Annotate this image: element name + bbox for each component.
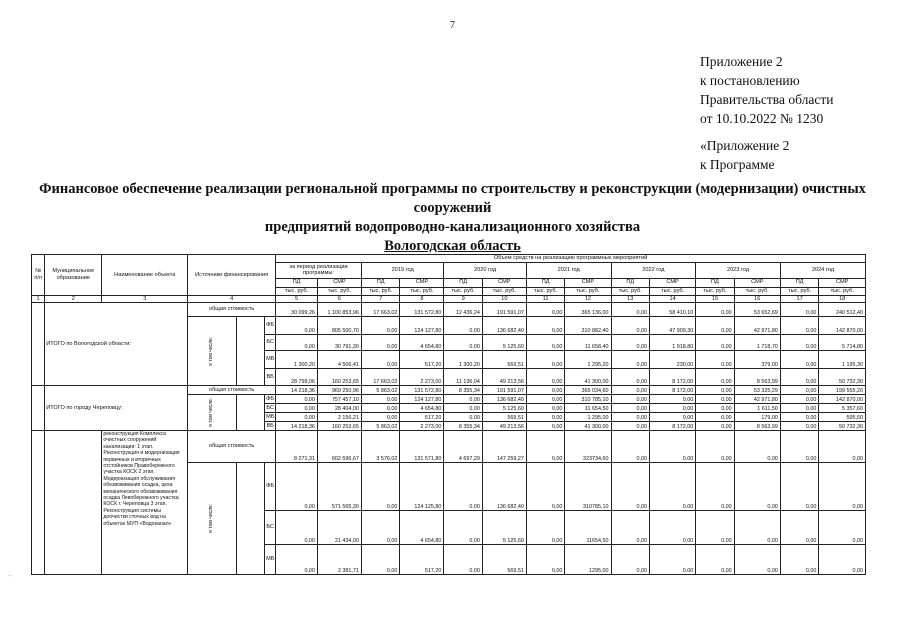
value-cell: 49 213,56 bbox=[482, 422, 526, 431]
value-cell: 0,00 bbox=[361, 395, 399, 404]
value-cell: 0,00 bbox=[611, 303, 649, 317]
value-cell: 757 457,10 bbox=[317, 395, 361, 404]
title-line-2: предприятий водопроводно-канализационного хозяйства bbox=[264, 219, 641, 235]
source-label: БС bbox=[265, 335, 276, 351]
value-cell: 160 253,65 bbox=[317, 422, 361, 431]
value-cell: 0,00 bbox=[611, 545, 649, 575]
value-cell: 0,00 bbox=[276, 317, 318, 335]
value-cell: 0,00 bbox=[444, 545, 482, 575]
value-cell: 1 295,20 bbox=[565, 351, 611, 369]
value-cell: 0,00 bbox=[276, 463, 318, 511]
value-cell: 0,00 bbox=[696, 511, 734, 545]
value-cell: 0,00 bbox=[780, 335, 818, 351]
value-cell: 0,00 bbox=[444, 413, 482, 422]
header-period: за период реализации программы: bbox=[276, 262, 362, 278]
of-which-label: в том числе: bbox=[208, 504, 215, 533]
header-col-number: 9 bbox=[444, 295, 482, 303]
value-cell: 42 971,80 bbox=[734, 395, 780, 404]
header-year: 2020 год bbox=[444, 262, 526, 278]
header-year: 2024 год bbox=[780, 262, 865, 278]
header-pd: ПД bbox=[696, 278, 734, 287]
value-cell: 0,00 bbox=[696, 545, 734, 575]
header-unit: тыс. руб. bbox=[482, 287, 526, 295]
header-year: 2022 год bbox=[611, 262, 696, 278]
value-cell: 365 034,60 bbox=[565, 386, 611, 395]
value-cell: 131 572,80 bbox=[400, 386, 444, 395]
header-col-number: 5 bbox=[276, 295, 318, 303]
value-cell: 0,00 bbox=[696, 317, 734, 335]
value-cell: 0,00 bbox=[650, 431, 696, 463]
value-cell: 0,00 bbox=[780, 511, 818, 545]
value-cell: 0,00 bbox=[526, 303, 564, 317]
value-cell: 0,00 bbox=[526, 463, 564, 511]
source-label: ВБ bbox=[265, 369, 276, 386]
value-cell: 0,00 bbox=[611, 317, 649, 335]
value-cell: 53 325,29 bbox=[734, 386, 780, 395]
value-cell: 0,00 bbox=[696, 413, 734, 422]
value-cell: 50 732,30 bbox=[819, 422, 866, 431]
header-object: Наименование объекта bbox=[102, 255, 188, 296]
header-col-number: 4 bbox=[188, 295, 276, 303]
value-cell: 0,00 bbox=[526, 545, 564, 575]
value-cell: 0,00 bbox=[361, 404, 399, 413]
value-cell: 0,00 bbox=[780, 386, 818, 395]
value-cell: 0,00 bbox=[361, 317, 399, 335]
value-cell: 0,00 bbox=[444, 395, 482, 404]
value-cell: 8 563,99 bbox=[734, 369, 780, 386]
appendix-line: Правительства области bbox=[700, 92, 834, 107]
value-cell: 1 300,20 bbox=[276, 351, 318, 369]
value-cell: 0,00 bbox=[650, 511, 696, 545]
value-cell: 0,00 bbox=[444, 404, 482, 413]
table-row bbox=[32, 303, 866, 317]
header-unit: тыс. руб. bbox=[734, 287, 780, 295]
value-cell: 310785,10 bbox=[565, 463, 611, 511]
title-line-1: Финансовое обеспечение реализации региональной программы по строительству и реконструкции (модернизации) очистных сооружений bbox=[39, 181, 866, 216]
value-cell: 142 870,00 bbox=[819, 317, 866, 335]
object-name: реконструкция Комплекса очистных сооружений канализации: 1 этап. Реконструкция и модернизация первичных и вторичных отстойников Правобережного участка КОСК 2 этап. Модернизация обслуживания обезвоживания осадка, цеха механического обезвоживания осадка Левобережного участка КОСК г. Череповца 3 этап. Реконструкция системы доочистки сточных вод на объектах МУП «Водоканал» bbox=[102, 431, 188, 575]
value-cell: 230,00 bbox=[650, 351, 696, 369]
value-cell: 5 125,60 bbox=[482, 404, 526, 413]
value-cell: 0,00 bbox=[276, 395, 318, 404]
value-cell: 8 271,31 bbox=[276, 431, 318, 463]
header-smr: СМР bbox=[819, 278, 866, 287]
value-cell: 569,51 bbox=[482, 351, 526, 369]
total-cost-label: общая стоимость bbox=[188, 431, 276, 463]
value-cell: 517,20 bbox=[400, 413, 444, 422]
value-cell: 1 918,80 bbox=[650, 335, 696, 351]
value-cell: 0,00 bbox=[611, 431, 649, 463]
header-pd: ПД bbox=[444, 278, 482, 287]
total-label: ИТОГО по Вологодской области: bbox=[45, 303, 188, 386]
value-cell: 0,00 bbox=[819, 511, 866, 545]
value-cell: 1 718,70 bbox=[734, 335, 780, 351]
value-cell: 8 563,99 bbox=[734, 422, 780, 431]
value-cell: 0,00 bbox=[780, 395, 818, 404]
source-label: БС bbox=[266, 404, 274, 411]
value-cell: 0,00 bbox=[780, 369, 818, 386]
value-cell: 0,00 bbox=[780, 303, 818, 317]
value-cell: 1 295,00 bbox=[565, 413, 611, 422]
value-cell: 1 100 853,96 bbox=[317, 303, 361, 317]
source-label: МБ bbox=[265, 351, 276, 369]
value-cell: 602 596,67 bbox=[317, 431, 361, 463]
value-cell: 595,50 bbox=[819, 413, 866, 422]
value-cell: 8 172,00 bbox=[650, 422, 696, 431]
page-number: 7 bbox=[450, 20, 455, 31]
value-cell: 5 714,80 bbox=[819, 335, 866, 351]
header-col-number: 8 bbox=[400, 295, 444, 303]
document-title bbox=[20, 180, 885, 256]
value-cell: 0,00 bbox=[780, 404, 818, 413]
value-cell: 0,00 bbox=[734, 463, 780, 511]
header-col-number: 16 bbox=[734, 295, 780, 303]
value-cell: 5 357,60 bbox=[819, 404, 866, 413]
value-cell: 0,00 bbox=[696, 386, 734, 395]
value-cell: 0,00 bbox=[819, 545, 866, 575]
value-cell: 0,00 bbox=[361, 351, 399, 369]
value-cell: 0,00 bbox=[780, 463, 818, 511]
source-label: ВБ bbox=[266, 422, 274, 429]
value-cell: 47 909,30 bbox=[650, 317, 696, 335]
value-cell: 124 125,80 bbox=[400, 463, 444, 511]
header-unit: тыс. руб. bbox=[276, 287, 318, 295]
header-pd: ПД bbox=[276, 278, 318, 287]
value-cell: 0,00 bbox=[526, 351, 564, 369]
value-cell: 5 863,02 bbox=[361, 422, 399, 431]
header-col-number: 10 bbox=[482, 295, 526, 303]
of-which-label: в том числе: bbox=[208, 336, 215, 366]
value-cell: 41 300,00 bbox=[565, 369, 611, 386]
header-unit: тыс. руб. bbox=[650, 287, 696, 295]
value-cell: 14 218,36 bbox=[276, 422, 318, 431]
value-cell: 0,00 bbox=[526, 395, 564, 404]
value-cell: 323734,60 bbox=[565, 431, 611, 463]
header-volume: Объем средств на реализацию программных мероприятий bbox=[276, 255, 866, 263]
value-cell: 2 273,00 bbox=[400, 369, 444, 386]
value-cell: 0,00 bbox=[780, 413, 818, 422]
value-cell: 0,00 bbox=[696, 303, 734, 317]
value-cell: 53 652,69 bbox=[734, 303, 780, 317]
value-cell: 0,00 bbox=[611, 335, 649, 351]
value-cell: 310 882,40 bbox=[565, 317, 611, 335]
of-which-label: в том числе: bbox=[208, 398, 215, 427]
header-sources: Источники финансирования bbox=[188, 255, 276, 296]
value-cell: 0,00 bbox=[780, 317, 818, 335]
value-cell: 365 136,00 bbox=[565, 303, 611, 317]
value-cell: 11654,50 bbox=[565, 511, 611, 545]
value-cell: 0,00 bbox=[611, 386, 649, 395]
value-cell: 1 195,30 bbox=[819, 351, 866, 369]
value-cell: 8 355,34 bbox=[444, 386, 482, 395]
value-cell: 0,00 bbox=[361, 335, 399, 351]
value-cell: 0,00 bbox=[696, 422, 734, 431]
value-cell: 517,20 bbox=[400, 351, 444, 369]
value-cell: 0,00 bbox=[361, 545, 399, 575]
value-cell: 131 571,80 bbox=[400, 431, 444, 463]
value-cell: 0,00 bbox=[361, 413, 399, 422]
appendix-line: к постановлению bbox=[700, 73, 800, 88]
header-col-number: 13 bbox=[611, 295, 649, 303]
header-unit: тыс. руб. bbox=[444, 287, 482, 295]
value-cell: 8 355,34 bbox=[444, 422, 482, 431]
table-row bbox=[32, 386, 866, 395]
value-cell: 11 654,50 bbox=[565, 404, 611, 413]
value-cell: 0,00 bbox=[734, 511, 780, 545]
value-cell: 41 300,00 bbox=[565, 422, 611, 431]
value-cell: 0,00 bbox=[526, 335, 564, 351]
value-cell: 136 682,40 bbox=[482, 317, 526, 335]
value-cell: 0,00 bbox=[276, 511, 318, 545]
value-cell: 124 127,80 bbox=[400, 317, 444, 335]
value-cell: 0,00 bbox=[734, 431, 780, 463]
value-cell: 0,00 bbox=[696, 395, 734, 404]
value-cell: 379,00 bbox=[734, 351, 780, 369]
value-cell: 28 799,06 bbox=[276, 369, 318, 386]
value-cell: 0,00 bbox=[611, 404, 649, 413]
appendix-line: от 10.10.2022 № 1230 bbox=[700, 111, 824, 126]
value-cell: 0,00 bbox=[819, 463, 866, 511]
header-col-number: 14 bbox=[650, 295, 696, 303]
header-smr: СМР bbox=[400, 278, 444, 287]
value-cell: 969 250,96 bbox=[317, 386, 361, 395]
source-label: БС bbox=[265, 511, 276, 545]
value-cell: 0,00 bbox=[444, 335, 482, 351]
value-cell: 0,00 bbox=[734, 545, 780, 575]
value-cell: 571 565,30 bbox=[317, 463, 361, 511]
value-cell: 805 500,70 bbox=[317, 317, 361, 335]
value-cell: 517,20 bbox=[400, 545, 444, 575]
value-cell: 569,51 bbox=[482, 413, 526, 422]
value-cell: 0,00 bbox=[276, 404, 318, 413]
value-cell: 49 213,56 bbox=[482, 369, 526, 386]
header-unit: тыс. руб. bbox=[780, 287, 818, 295]
value-cell: 0,00 bbox=[650, 463, 696, 511]
value-cell: 2 273,00 bbox=[400, 422, 444, 431]
value-cell: 21 434,00 bbox=[317, 511, 361, 545]
header-col-number: 11 bbox=[526, 295, 564, 303]
value-cell: 0,00 bbox=[696, 369, 734, 386]
value-cell: 0,00 bbox=[611, 351, 649, 369]
value-cell: 17 663,02 bbox=[361, 369, 399, 386]
header-unit: тыс. руб. bbox=[361, 287, 399, 295]
header-unit: тыс. руб. bbox=[317, 287, 361, 295]
value-cell: 0,00 bbox=[526, 404, 564, 413]
value-cell: 160 253,65 bbox=[317, 369, 361, 386]
total-label: ИТОГО по городу Череповцу: bbox=[45, 386, 188, 431]
value-cell: 0,00 bbox=[444, 317, 482, 335]
header-smr: СМР bbox=[565, 278, 611, 287]
header-unit: тыс. руб. bbox=[565, 287, 611, 295]
value-cell: 0,00 bbox=[611, 369, 649, 386]
value-cell: 2 156,21 bbox=[317, 413, 361, 422]
value-cell: 136 682,40 bbox=[482, 463, 526, 511]
value-cell: 1295,00 bbox=[565, 545, 611, 575]
value-cell: 0,00 bbox=[276, 545, 318, 575]
header-col-number: 6 bbox=[317, 295, 361, 303]
value-cell: 0,00 bbox=[361, 511, 399, 545]
header-col-number: 18 bbox=[819, 295, 866, 303]
value-cell: 0,00 bbox=[526, 413, 564, 422]
value-cell: 1 611,50 bbox=[734, 404, 780, 413]
value-cell: 5 125,60 bbox=[482, 511, 526, 545]
value-cell: 58 410,10 bbox=[650, 303, 696, 317]
source-label: ФБ bbox=[266, 395, 275, 402]
header-smr: СМР bbox=[734, 278, 780, 287]
total-cost-label: общая стоимость bbox=[188, 303, 276, 317]
value-cell: 0,00 bbox=[780, 351, 818, 369]
value-cell: 50 732,30 bbox=[819, 369, 866, 386]
header-smr: СМР bbox=[650, 278, 696, 287]
value-cell: 310 785,10 bbox=[565, 395, 611, 404]
value-cell: 0,00 bbox=[526, 431, 564, 463]
value-cell: 14 218,36 bbox=[276, 386, 318, 395]
value-cell: 0,00 bbox=[696, 351, 734, 369]
value-cell: 1 300,20 bbox=[444, 351, 482, 369]
value-cell: 136 682,40 bbox=[482, 395, 526, 404]
value-cell: 4 697,29 bbox=[444, 431, 482, 463]
value-cell: 0,00 bbox=[611, 422, 649, 431]
header-municipality: Муниципальное образование bbox=[45, 255, 102, 296]
header-col-number: 15 bbox=[696, 295, 734, 303]
value-cell: 131 572,80 bbox=[400, 303, 444, 317]
value-cell: 0,00 bbox=[780, 545, 818, 575]
header-num: № п/п bbox=[32, 255, 45, 296]
value-cell: 0,00 bbox=[526, 369, 564, 386]
header-col-number: 12 bbox=[565, 295, 611, 303]
value-cell: 30 099,26 bbox=[276, 303, 318, 317]
value-cell: 17 663,02 bbox=[361, 303, 399, 317]
value-cell: 0,00 bbox=[611, 395, 649, 404]
header-unit: тыс. руб. bbox=[526, 287, 564, 295]
header-smr: СМР bbox=[317, 278, 361, 287]
source-label: ФБ bbox=[265, 463, 276, 511]
value-cell: 4 654,80 bbox=[400, 335, 444, 351]
value-cell: 569,51 bbox=[482, 545, 526, 575]
header-year: 2019 год bbox=[361, 262, 443, 278]
header-col-number: 7 bbox=[361, 295, 399, 303]
value-cell: 4 654,80 bbox=[400, 404, 444, 413]
header-col-number: 1 bbox=[32, 295, 45, 303]
value-cell: 0,00 bbox=[444, 463, 482, 511]
header-pd: ПД bbox=[526, 278, 564, 287]
value-cell: 8 172,00 bbox=[650, 386, 696, 395]
value-cell: 0,00 bbox=[650, 413, 696, 422]
value-cell: 8 172,00 bbox=[650, 369, 696, 386]
header-year: 2023 год bbox=[696, 262, 781, 278]
appendix-line: Приложение 2 bbox=[700, 54, 783, 69]
value-cell: 11 658,40 bbox=[565, 335, 611, 351]
value-cell: 0,00 bbox=[696, 404, 734, 413]
header-pd: ПД bbox=[361, 278, 399, 287]
value-cell: 142 870,00 bbox=[819, 395, 866, 404]
value-cell: 0,00 bbox=[444, 511, 482, 545]
value-cell: 0,00 bbox=[361, 463, 399, 511]
value-cell: 147 259,27 bbox=[482, 431, 526, 463]
finance-table-wrapper bbox=[31, 254, 866, 638]
value-cell: 3 576,02 bbox=[361, 431, 399, 463]
value-cell: 0,00 bbox=[611, 413, 649, 422]
value-cell: 0,00 bbox=[611, 463, 649, 511]
value-cell: 0,00 bbox=[650, 545, 696, 575]
value-cell: 191 591,07 bbox=[482, 303, 526, 317]
value-cell: 0,00 bbox=[819, 431, 866, 463]
value-cell: 0,00 bbox=[526, 317, 564, 335]
value-cell: 0,00 bbox=[780, 431, 818, 463]
value-cell: 0,00 bbox=[526, 511, 564, 545]
header-pd: ПД bbox=[611, 278, 649, 287]
source-label: ФБ bbox=[265, 317, 276, 335]
header-col-number: 3 bbox=[102, 295, 188, 303]
value-cell: 2 381,71 bbox=[317, 545, 361, 575]
header-pd: ПД bbox=[780, 278, 818, 287]
value-cell: 4 506,41 bbox=[317, 351, 361, 369]
value-cell: 0,00 bbox=[650, 404, 696, 413]
header-unit: тыс. руб. bbox=[611, 287, 649, 295]
header-col-number: 17 bbox=[780, 295, 818, 303]
header-col-number: 2 bbox=[45, 295, 102, 303]
header-year: 2021 год bbox=[526, 262, 611, 278]
value-cell: 191 591,07 bbox=[482, 386, 526, 395]
value-cell: 30 791,30 bbox=[317, 335, 361, 351]
value-cell: 199 555,20 bbox=[819, 386, 866, 395]
value-cell: 124 127,80 bbox=[400, 395, 444, 404]
value-cell: 0,00 bbox=[650, 395, 696, 404]
region-name: Вологодская область bbox=[384, 238, 521, 254]
header-smr: СМР bbox=[482, 278, 526, 287]
value-cell: 0,00 bbox=[611, 511, 649, 545]
appendix-block bbox=[700, 52, 833, 174]
appendix-line: к Программе bbox=[700, 157, 775, 172]
value-cell: 0,00 bbox=[696, 335, 734, 351]
value-cell: 0,00 bbox=[276, 335, 318, 351]
value-cell: 5 863,02 bbox=[361, 386, 399, 395]
value-cell: 42 971,80 bbox=[734, 317, 780, 335]
value-cell: 0,00 bbox=[696, 463, 734, 511]
total-cost-label: общая стоимость bbox=[188, 386, 276, 395]
header-unit: тыс. руб. bbox=[696, 287, 734, 295]
source-label: МБ bbox=[266, 413, 275, 420]
source-label: МБ bbox=[265, 545, 276, 575]
header-unit: тыс. руб. bbox=[819, 287, 866, 295]
value-cell: 0,00 bbox=[780, 422, 818, 431]
margin-mark: : bbox=[6, 575, 12, 577]
value-cell: 0,00 bbox=[526, 422, 564, 431]
finance-table bbox=[31, 254, 866, 575]
appendix-line: «Приложение 2 bbox=[700, 138, 790, 153]
value-cell: 28 404,00 bbox=[317, 404, 361, 413]
value-cell: 240 512,40 bbox=[819, 303, 866, 317]
value-cell: 5 125,60 bbox=[482, 335, 526, 351]
value-cell: 179,00 bbox=[734, 413, 780, 422]
value-cell: 0,00 bbox=[276, 413, 318, 422]
table-row bbox=[32, 431, 866, 463]
value-cell: 0,00 bbox=[696, 431, 734, 463]
header-unit: тыс. руб. bbox=[400, 287, 444, 295]
value-cell: 11 136,04 bbox=[444, 369, 482, 386]
value-cell: 4 654,80 bbox=[400, 511, 444, 545]
value-cell: 0,00 bbox=[526, 386, 564, 395]
value-cell: 12 436,24 bbox=[444, 303, 482, 317]
